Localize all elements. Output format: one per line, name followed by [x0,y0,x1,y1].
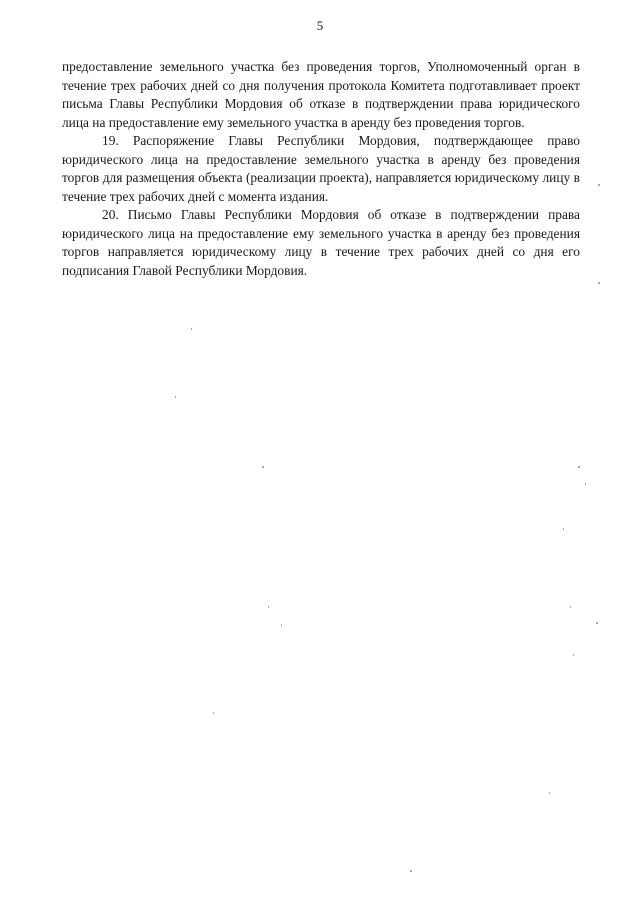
scan-speck [175,396,176,398]
scan-speck [549,792,550,794]
scan-speck [570,606,571,608]
paragraph-20: 20. Письмо Главы Республики Мордовия об отказе в подтверждении права юридического лица на предоставление ему земельного участка в аренду без проведения торгов направляется юридическому лицу в течение трех рабочих дней со дня его подписания Главой Республики Мордовия. [62,207,580,278]
paragraph-continuation: предоставление земельного участка без проведения торгов, Уполномоченный орган в течение трех рабочих дней со дня получения протокола Комитета подготавливает проект письма Главы Республики Мордовия об отказе в подтверждении права юридического лица на предоставление ему земельного участка в аренду без проведения торгов. [62,59,580,130]
scan-speck [598,282,600,284]
scan-speck [563,528,564,530]
scan-speck [268,606,269,608]
scan-speck [410,870,412,872]
scan-speck [262,466,264,468]
paragraph-19: 19. Распоряжение Главы Республики Мордовия, подтверждающее право юридического лица на предоставление земельного участка в аренду без проведения торгов для размещения объекта (реализации проекта), направляется юридическому лицу в течение трех рабочих дней с момента издания. [62,133,580,204]
scan-speck [573,654,574,656]
scan-speck [191,328,192,330]
scan-speck [281,624,282,626]
scan-speck [596,622,598,624]
scan-speck [585,483,586,485]
scan-speck [213,712,214,714]
scan-speck [578,466,580,468]
scan-speck [598,184,600,186]
page-number: 5 [316,18,324,33]
document-body [62,58,580,280]
